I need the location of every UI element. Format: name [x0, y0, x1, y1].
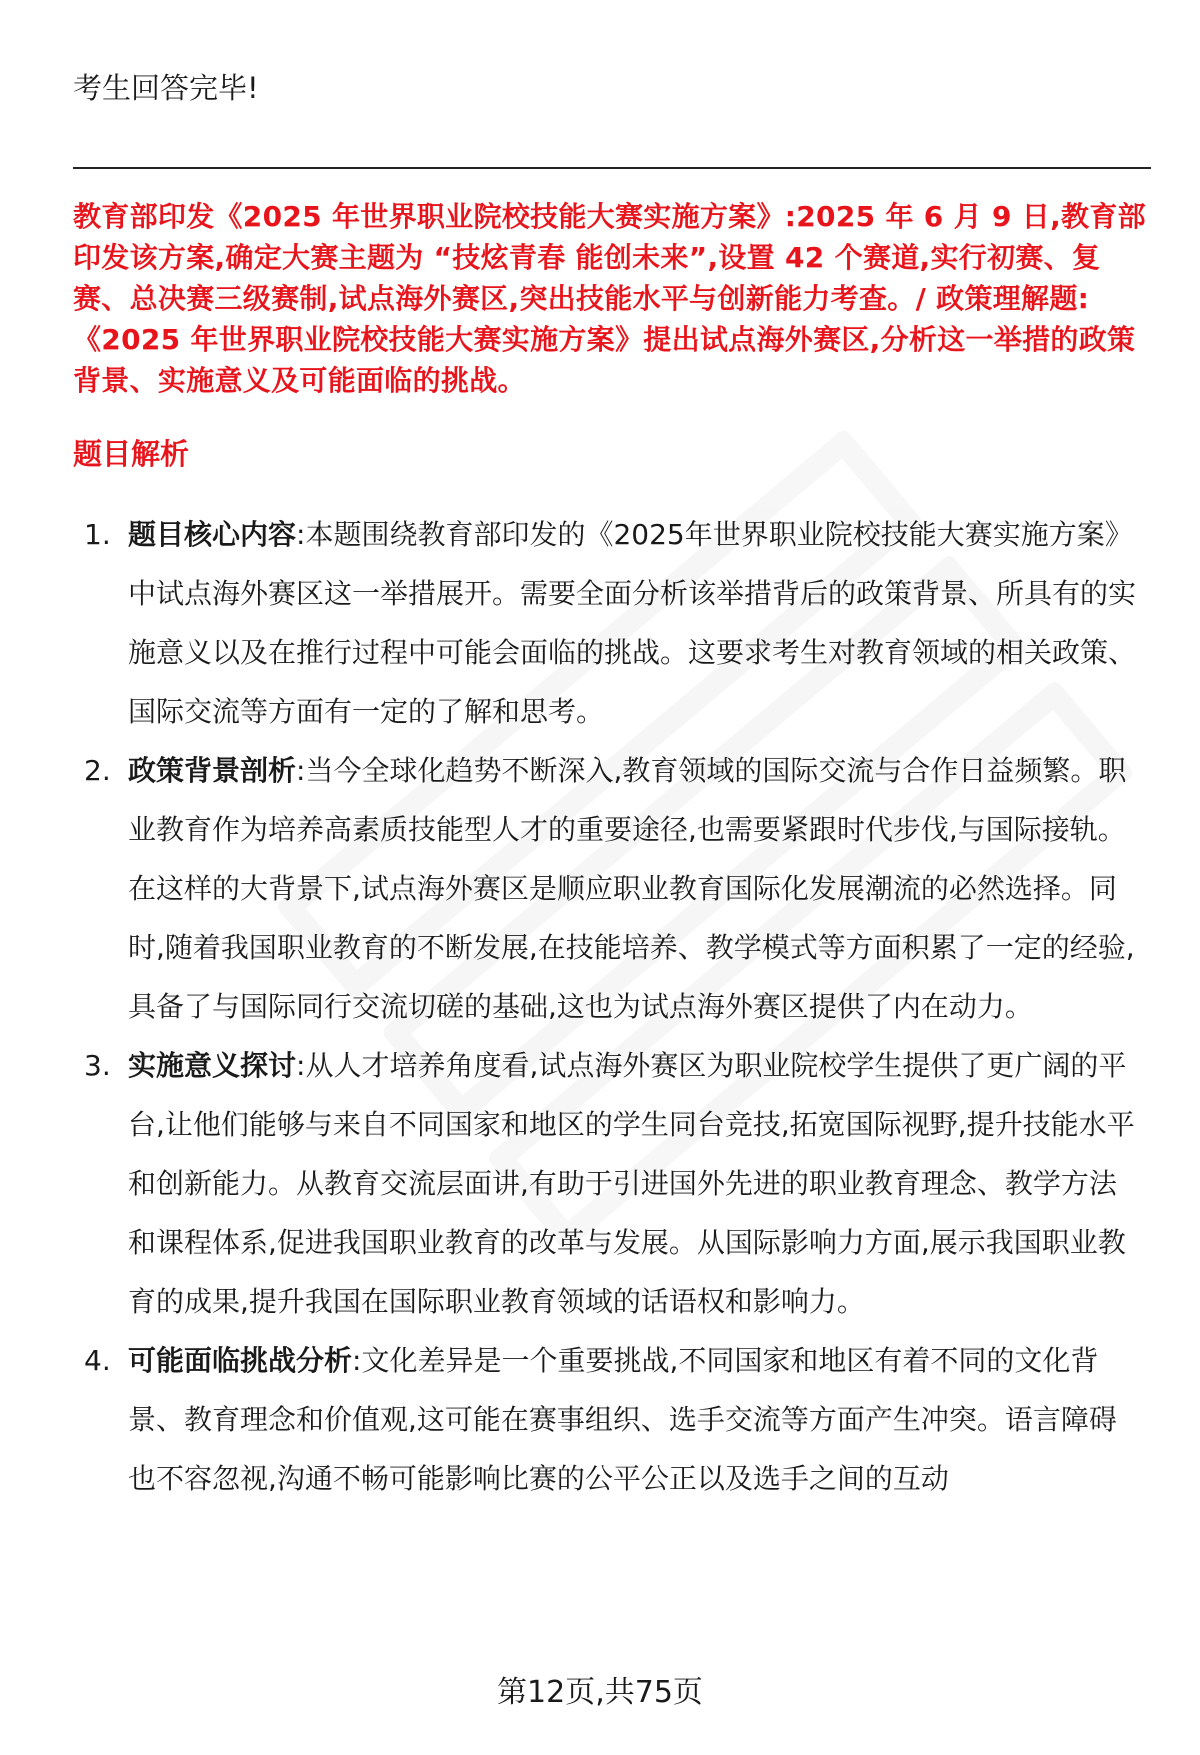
analysis-list [78, 505, 1143, 1508]
page-number: 第12页,共75页 [497, 1675, 703, 1710]
list-item [78, 1331, 1143, 1508]
list-item [78, 505, 1143, 741]
divider-line [73, 167, 1151, 169]
item-number: 2. [84, 754, 111, 787]
answer-end-note: 考生回答完毕! [73, 71, 259, 105]
section-title: 题目解析 [73, 437, 190, 471]
item-lead: 政策背景剖析 [128, 754, 297, 787]
item-text: :从人才培养角度看,试点海外赛区为职业院校学生提供了更广阔的平台,让他们能够与来自不同国家和地区的学生同台竞技,拓宽国际视野,提升技能水平和创新能力。从教育交流层面讲,有助于引进国外先进的职业教育理念、教学方法和课程体系,促进我国职业教育的改革与发展。从国际影响力方面,展示我国职业教育的成果,提升我国在国际职业教育领域的话语权和影响力。 [128, 1049, 1135, 1318]
item-text: :本题围绕教育部印发的《2025年世界职业院校技能大赛实施方案》中试点海外赛区这一举措展开。需要全面分析该举措背后的政策背景、所具有的实施意义以及在推行过程中可能会面临的挑战。这要求考生对教育领域的相关政策、国际交流等方面有一定的了解和思考。 [128, 518, 1137, 728]
item-lead: 可能面临挑战分析 [128, 1344, 353, 1377]
item-number: 1. [84, 518, 111, 551]
item-lead: 题目核心内容 [128, 518, 297, 551]
list-item [78, 741, 1143, 1036]
item-text: :文化差异是一个重要挑战,不同国家和地区有着不同的文化背景、教育理念和价值观,这可能在赛事组织、选手交流等方面产生冲突。语言障碍也不容忽视,沟通不畅可能影响比赛的公平公正以及选手之间的互动 [128, 1344, 1117, 1495]
question-text: 教育部印发《2025 年世界职业院校技能大赛实施方案》:2025 年 6 月 9 日,教育部印发该方案,确定大赛主题为 “技炫青春 能创未来”,设置 42 个赛道,实行初赛、复赛、总决赛三级赛制,试点海外赛区,突出技能水平与创新能力考查。/ 政策理解题:《2025 年世界职业院校技能大赛实施方案》提出试点海外赛区,分析这一举措的政策背景、实施意义及可能面临的挑战。 [73, 200, 1146, 397]
item-lead: 实施意义探讨 [128, 1049, 297, 1082]
item-number: 3. [84, 1049, 111, 1082]
item-text: :当今全球化趋势不断深入,教育领域的国际交流与合作日益频繁。职业教育作为培养高素质技能型人才的重要途径,也需要紧跟时代步伐,与国际接轨。在这样的大背景下,试点海外赛区是顺应职业教育国际化发展潮流的必然选择。同时,随着我国职业教育的不断发展,在技能培养、教学模式等方面积累了一定的经验,具备了与国际同行交流切磋的基础,这也为试点海外赛区提供了内在动力。 [128, 754, 1135, 1023]
item-number: 4. [84, 1344, 111, 1377]
list-item [78, 1036, 1143, 1331]
